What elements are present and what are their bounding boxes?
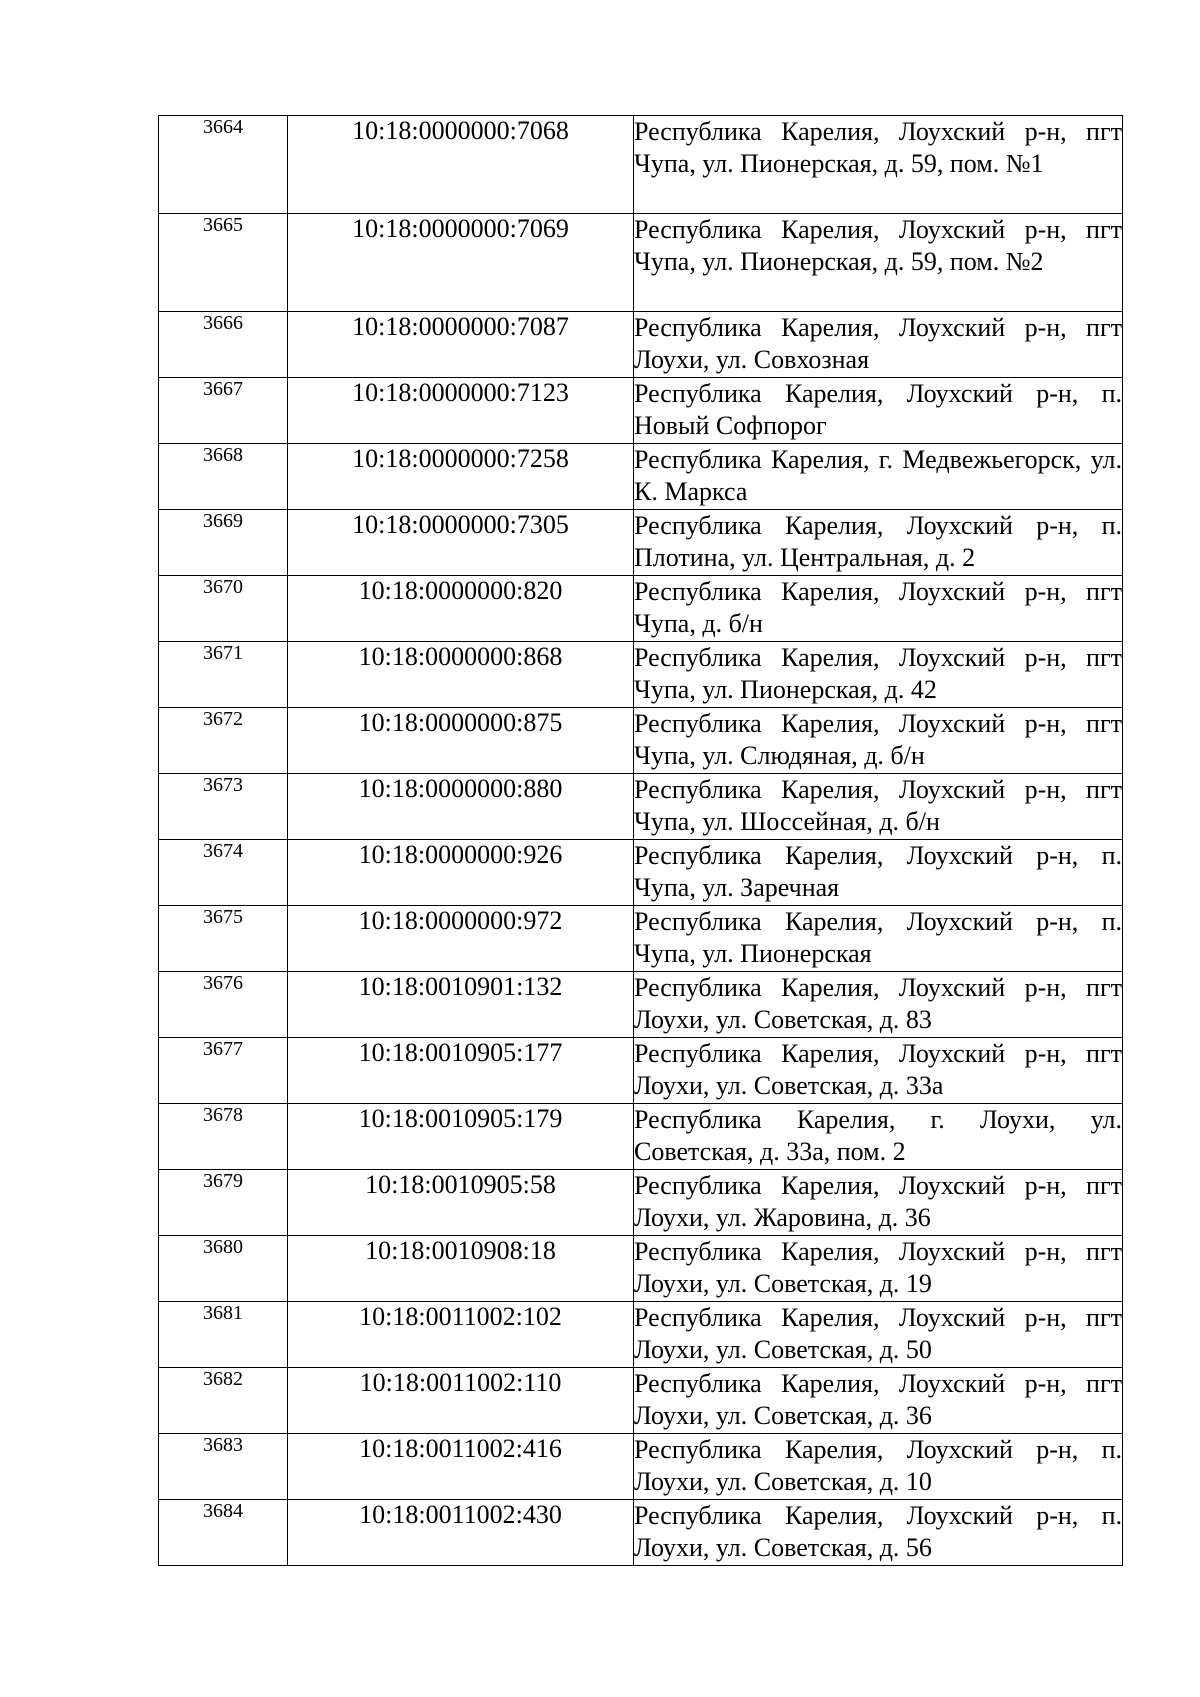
row-number: 3666 [159, 312, 288, 378]
table-row [159, 1434, 1123, 1500]
address: Республика Карелия, Лоухский р-н, пгт Лоухи, ул. Советская, д. 19 [634, 1236, 1123, 1302]
address: Республика Карелия, Лоухский р-н, пгт Чупа, ул. Пионерская, д. 59, пом. №1 [634, 116, 1123, 214]
cadastral-number: 10:18:0010905:58 [288, 1170, 634, 1236]
table-row [159, 444, 1123, 510]
address: Республика Карелия, Лоухский р-н, п. Новый Софпорог [634, 378, 1123, 444]
row-number: 3668 [159, 444, 288, 510]
address: Республика Карелия, Лоухский р-н, пгт Лоухи, ул. Советская, д. 83 [634, 972, 1123, 1038]
row-number: 3664 [159, 116, 288, 214]
address: Республика Карелия, Лоухский р-н, пгт Лоухи, ул. Советская, д. 33а [634, 1038, 1123, 1104]
cadastral-number: 10:18:0000000:7258 [288, 444, 634, 510]
table-row [159, 642, 1123, 708]
table-row [159, 214, 1123, 312]
address: Республика Карелия, Лоухский р-н, пгт Лоухи, ул. Советская, д. 50 [634, 1302, 1123, 1368]
cadastral-number: 10:18:0000000:875 [288, 708, 634, 774]
cadastral-number: 10:18:0011002:416 [288, 1434, 634, 1500]
address: Республика Карелия, г. Медвежьегорск, ул. К. Маркса [634, 444, 1123, 510]
row-number: 3680 [159, 1236, 288, 1302]
row-number: 3678 [159, 1104, 288, 1170]
cadastral-number: 10:18:0000000:7068 [288, 116, 634, 214]
cadastral-number: 10:18:0000000:7305 [288, 510, 634, 576]
table-row [159, 1500, 1123, 1566]
address: Республика Карелия, Лоухский р-н, пгт Лоухи, ул. Совхозная [634, 312, 1123, 378]
cadastral-number: 10:18:0000000:926 [288, 840, 634, 906]
address: Республика Карелия, Лоухский р-н, пгт Лоухи, ул. Жаровина, д. 36 [634, 1170, 1123, 1236]
cadastral-number: 10:18:0011002:430 [288, 1500, 634, 1566]
table-row [159, 708, 1123, 774]
table-row [159, 1368, 1123, 1434]
row-number: 3669 [159, 510, 288, 576]
cadastral-number: 10:18:0010908:18 [288, 1236, 634, 1302]
table-row [159, 312, 1123, 378]
table-row [159, 1302, 1123, 1368]
address: Республика Карелия, Лоухский р-н, п. Чупа, ул. Заречная [634, 840, 1123, 906]
cadastral-number: 10:18:0000000:7069 [288, 214, 634, 312]
table-row [159, 972, 1123, 1038]
address: Республика Карелия, Лоухский р-н, п. Лоухи, ул. Советская, д. 56 [634, 1500, 1123, 1566]
cadastral-number: 10:18:0000000:880 [288, 774, 634, 840]
table-row [159, 576, 1123, 642]
cadastral-number: 10:18:0000000:7087 [288, 312, 634, 378]
table-row [159, 378, 1123, 444]
cadastral-number: 10:18:0000000:868 [288, 642, 634, 708]
table-row [159, 1038, 1123, 1104]
row-number: 3672 [159, 708, 288, 774]
table-row [159, 840, 1123, 906]
cadastral-number: 10:18:0000000:972 [288, 906, 634, 972]
row-number: 3671 [159, 642, 288, 708]
address: Республика Карелия, Лоухский р-н, п. Лоухи, ул. Советская, д. 10 [634, 1434, 1123, 1500]
address: Республика Карелия, Лоухский р-н, пгт Чупа, ул. Шоссейная, д. б/н [634, 774, 1123, 840]
row-number: 3665 [159, 214, 288, 312]
row-number: 3681 [159, 1302, 288, 1368]
row-number: 3673 [159, 774, 288, 840]
row-number: 3676 [159, 972, 288, 1038]
row-number: 3677 [159, 1038, 288, 1104]
address: Республика Карелия, Лоухский р-н, п. Плотина, ул. Центральная, д. 2 [634, 510, 1123, 576]
address: Республика Карелия, Лоухский р-н, пгт Чупа, ул. Пионерская, д. 42 [634, 642, 1123, 708]
address: Республика Карелия, г. Лоухи, ул. Советская, д. 33а, пом. 2 [634, 1104, 1123, 1170]
cadastral-number: 10:18:0000000:7123 [288, 378, 634, 444]
cadastral-number: 10:18:0010901:132 [288, 972, 634, 1038]
row-number: 3682 [159, 1368, 288, 1434]
table-row [159, 774, 1123, 840]
address: Республика Карелия, Лоухский р-н, пгт Чупа, ул. Слюдяная, д. б/н [634, 708, 1123, 774]
cadastral-number: 10:18:0010905:177 [288, 1038, 634, 1104]
property-registry-table [158, 115, 1123, 1566]
table-row [159, 1170, 1123, 1236]
cadastral-number: 10:18:0011002:102 [288, 1302, 634, 1368]
row-number: 3667 [159, 378, 288, 444]
table-row [159, 510, 1123, 576]
cadastral-number: 10:18:0011002:110 [288, 1368, 634, 1434]
address: Республика Карелия, Лоухский р-н, пгт Чупа, д. б/н [634, 576, 1123, 642]
table-row [159, 1236, 1123, 1302]
table-row [159, 906, 1123, 972]
row-number: 3679 [159, 1170, 288, 1236]
address: Республика Карелия, Лоухский р-н, п. Чупа, ул. Пионерская [634, 906, 1123, 972]
table-row [159, 116, 1123, 214]
row-number: 3670 [159, 576, 288, 642]
cadastral-number: 10:18:0000000:820 [288, 576, 634, 642]
row-number: 3683 [159, 1434, 288, 1500]
table-row [159, 1104, 1123, 1170]
row-number: 3675 [159, 906, 288, 972]
address: Республика Карелия, Лоухский р-н, пгт Чупа, ул. Пионерская, д. 59, пом. №2 [634, 214, 1123, 312]
cadastral-number: 10:18:0010905:179 [288, 1104, 634, 1170]
address: Республика Карелия, Лоухский р-н, пгт Лоухи, ул. Советская, д. 36 [634, 1368, 1123, 1434]
row-number: 3674 [159, 840, 288, 906]
row-number: 3684 [159, 1500, 288, 1566]
